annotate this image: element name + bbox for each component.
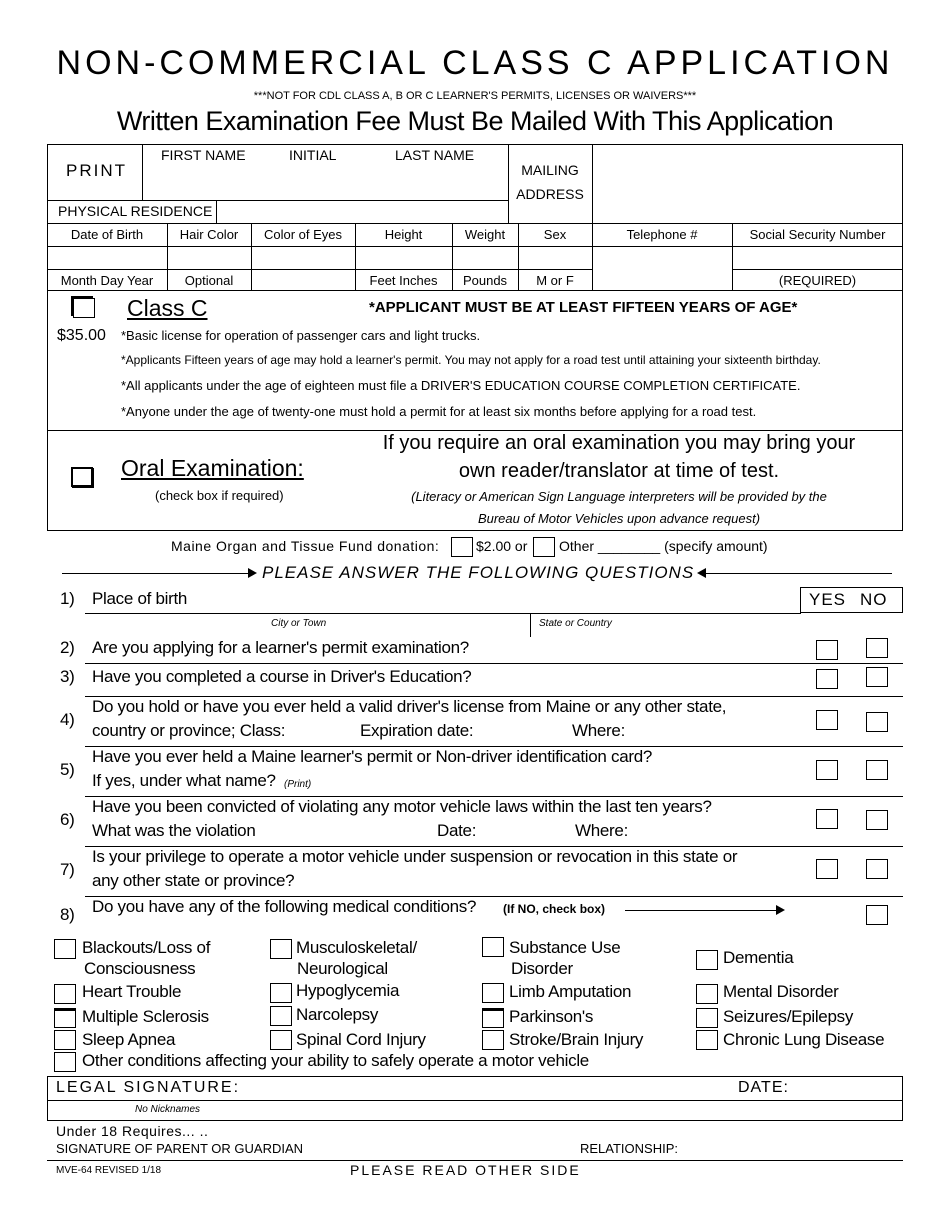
date-label: DATE: xyxy=(738,1079,789,1096)
sub-dob: Month Day Year xyxy=(60,273,154,288)
q2-no-checkbox[interactable] xyxy=(866,638,888,658)
spinal-checkbox[interactable] xyxy=(270,1030,292,1050)
arrow-right-icon xyxy=(248,568,257,578)
q6-no-checkbox[interactable] xyxy=(866,810,888,830)
notice: ***NOT FOR CDL CLASS A, B OR C LEARNER'S PERMITS, LICENSES OR WAIVERS*** xyxy=(253,90,697,102)
yes-label: YES xyxy=(809,590,847,609)
limb-checkbox[interactable] xyxy=(482,983,504,1003)
last-name-label: LAST NAME xyxy=(395,147,475,163)
cond-spinal: Spinal Cord Injury xyxy=(296,1030,426,1049)
col-eyes: Color of Eyes xyxy=(263,227,343,242)
dementia-checkbox[interactable] xyxy=(696,950,718,970)
cond-substance-a: Substance Use xyxy=(509,938,621,957)
sub-ssn: (REQUIRED) xyxy=(778,273,857,288)
q4-text-c: Expiration date: xyxy=(360,721,474,740)
musculoskeletal-checkbox[interactable] xyxy=(270,939,292,959)
q5-no-checkbox[interactable] xyxy=(866,760,888,780)
q4-yes-checkbox[interactable] xyxy=(816,710,838,730)
legal-signature-label: LEGAL SIGNATURE: xyxy=(56,1079,241,1096)
oral-checkbox[interactable] xyxy=(71,467,93,487)
page-title: NON-COMMERCIAL CLASS C APPLICATION xyxy=(56,44,894,82)
address-label: ADDRESS xyxy=(516,186,584,202)
q8-text: Do you have any of the following medical conditions? xyxy=(92,897,477,916)
col-hair: Hair Color xyxy=(179,227,239,242)
q1-text: Place of birth xyxy=(92,589,188,608)
sub-weight: Pounds xyxy=(462,273,508,288)
read-other-side: PLEASE READ OTHER SIDE xyxy=(350,1162,581,1178)
oral-label: Oral Examination: xyxy=(121,455,304,481)
q3-number: 3) xyxy=(60,667,75,686)
q8-no-checkbox[interactable] xyxy=(866,905,888,925)
q8-number: 8) xyxy=(60,905,75,924)
oral-line-2: own reader/translator at time of test. xyxy=(458,460,780,482)
cond-hypoglycemia: Hypoglycemia xyxy=(296,981,400,1000)
q6-text-b: What was the violation xyxy=(92,821,256,840)
no-nicknames-label: No Nicknames xyxy=(135,1104,201,1115)
arrow-left-icon xyxy=(697,568,706,578)
heart-checkbox[interactable] xyxy=(54,984,76,1004)
ms-checkbox[interactable] xyxy=(54,1008,76,1028)
physical-residence-label: PHYSICAL RESIDENCE xyxy=(58,203,213,219)
under-18-label: Under 18 Requires... .. xyxy=(56,1123,209,1139)
questions-header: PLEASE ANSWER THE FOLLOWING QUESTIONS xyxy=(262,563,695,582)
q2-text: Are you applying for a learner's permit examination? xyxy=(92,638,469,657)
parkinsons-checkbox[interactable] xyxy=(482,1008,504,1028)
blackouts-checkbox[interactable] xyxy=(54,939,76,959)
hypoglycemia-checkbox[interactable] xyxy=(270,983,292,1003)
oral-line-4: Bureau of Motor Vehicles upon advance request) xyxy=(477,511,761,526)
q6-yes-checkbox[interactable] xyxy=(816,809,838,829)
q7-text-b: any other state or province? xyxy=(92,871,295,890)
sub-sex: M or F xyxy=(536,273,574,288)
cond-narcolepsy: Narcolepsy xyxy=(296,1005,379,1024)
class-c-note-1: *Basic license for operation of passenger cars and light trucks. xyxy=(121,328,481,343)
q6-text-c: Date: xyxy=(437,821,477,840)
sleep-apnea-checkbox[interactable] xyxy=(54,1030,76,1050)
q2-yes-checkbox[interactable] xyxy=(816,640,838,660)
class-c-note-3: *All applicants under the age of eighteen must file a DRIVER'S EDUCATION COURSE COMPLETION CERTIFICATE. xyxy=(121,378,801,393)
substance-checkbox[interactable] xyxy=(482,937,504,957)
cond-limb: Limb Amputation xyxy=(509,982,632,1001)
stroke-checkbox[interactable] xyxy=(482,1030,504,1050)
no-label: NO xyxy=(860,590,888,609)
lung-checkbox[interactable] xyxy=(696,1030,718,1050)
cond-musculoskeletal-a: Musculoskeletal/ xyxy=(296,938,417,957)
col-sex: Sex xyxy=(543,227,567,242)
q6-text-d: Where: xyxy=(575,821,628,840)
donation-option-1: $2.00 or xyxy=(476,538,528,554)
q3-yes-checkbox[interactable] xyxy=(816,669,838,689)
cond-heart: Heart Trouble xyxy=(82,982,182,1001)
cond-ms: Multiple Sclerosis xyxy=(82,1007,209,1026)
seizures-checkbox[interactable] xyxy=(696,1008,718,1028)
col-phone: Telephone # xyxy=(626,227,698,242)
sub-hair: Optional xyxy=(184,273,234,288)
other-conditions-checkbox[interactable] xyxy=(54,1052,76,1072)
col-weight: Weight xyxy=(464,227,506,242)
cond-mental: Mental Disorder xyxy=(723,982,839,1001)
class-c-note-4: *Anyone under the age of twenty-one must hold a permit for at least six months before applying for a road test. xyxy=(121,404,757,419)
q5-text-c: (Print) xyxy=(284,779,312,790)
subtitle: Written Examination Fee Must Be Mailed With This Application xyxy=(116,106,834,136)
narcolepsy-checkbox[interactable] xyxy=(270,1006,292,1026)
q3-text: Have you completed a course in Driver's Education? xyxy=(92,667,472,686)
q5-yes-checkbox[interactable] xyxy=(816,760,838,780)
class-c-checkbox[interactable] xyxy=(73,298,95,318)
q1-state-label: State or Country xyxy=(539,618,612,629)
cond-other: Other conditions affecting your ability to safely operate a motor vehicle xyxy=(82,1051,589,1070)
donation-label: Maine Organ and Tissue Fund donation: xyxy=(171,538,440,554)
donation-2-checkbox[interactable] xyxy=(451,537,473,557)
q3-no-checkbox[interactable] xyxy=(866,667,888,687)
cond-blackouts-b: Consciousness xyxy=(84,959,196,978)
cond-substance-b: Disorder xyxy=(511,959,573,978)
form-id: MVE-64 REVISED 1/18 xyxy=(56,1165,162,1176)
cond-stroke: Stroke/Brain Injury xyxy=(509,1030,644,1049)
col-height: Height xyxy=(384,227,423,242)
q7-number: 7) xyxy=(60,860,75,879)
donation-other-checkbox[interactable] xyxy=(533,537,555,557)
q4-number: 4) xyxy=(60,710,75,729)
col-ssn: Social Security Number xyxy=(749,227,886,242)
q1-city-label: City or Town xyxy=(271,618,327,629)
q5-text-a: Have you ever held a Maine learner's permit or Non-driver identification card? xyxy=(92,747,653,766)
cond-sleep-apnea: Sleep Apnea xyxy=(82,1030,176,1049)
q2-number: 2) xyxy=(60,638,75,657)
initial-label: INITIAL xyxy=(289,147,337,163)
class-c-label: Class C xyxy=(127,295,208,321)
oral-line-3: (Literacy or American Sign Language interpreters will be provided by the xyxy=(411,489,827,504)
cond-musculoskeletal-b: Neurological xyxy=(297,959,388,978)
class-c-fee: $35.00 xyxy=(57,327,106,344)
oral-line-1: If you require an oral examination you may bring your xyxy=(382,432,856,454)
cond-blackouts-a: Blackouts/Loss of xyxy=(82,938,211,957)
cond-lung: Chronic Lung Disease xyxy=(723,1030,885,1049)
q4-text-d: Where: xyxy=(572,721,625,740)
q1-number: 1) xyxy=(60,589,75,608)
parent-signature-label: SIGNATURE OF PARENT OR GUARDIAN xyxy=(56,1141,304,1156)
first-name-label: FIRST NAME xyxy=(161,147,246,163)
q4-text-a: Do you hold or have you ever held a valid driver's license from Maine or any other state, xyxy=(92,697,727,716)
age-notice: *APPLICANT MUST BE AT LEAST FIFTEEN YEARS OF AGE* xyxy=(369,299,798,316)
q7-text-a: Is your privilege to operate a motor vehicle under suspension or revocation in this state or xyxy=(92,847,738,866)
cond-parkinsons: Parkinson's xyxy=(509,1007,594,1026)
mental-checkbox[interactable] xyxy=(696,984,718,1004)
cond-seizures: Seizures/Epilepsy xyxy=(723,1007,854,1026)
q7-no-checkbox[interactable] xyxy=(866,859,888,879)
relationship-label: RELATIONSHIP: xyxy=(580,1141,679,1156)
mailing-label: MAILING xyxy=(521,162,579,178)
q8-hint: (If NO, check box) xyxy=(503,902,606,916)
q4-no-checkbox[interactable] xyxy=(866,712,888,732)
print-label: PRINT xyxy=(66,161,127,180)
oral-hint: (check box if required) xyxy=(155,488,284,503)
donation-option-2: Other ________ (specify amount) xyxy=(559,538,768,554)
q6-number: 6) xyxy=(60,810,75,829)
q5-text-b: If yes, under what name? xyxy=(92,771,276,790)
q4-text-b: country or province; Class: xyxy=(92,721,286,740)
class-c-note-2: *Applicants Fifteen years of age may hold a learner's permit. You may not apply for a road test until attaining your sixteenth birthday. xyxy=(121,353,821,367)
q6-text-a: Have you been convicted of violating any motor vehicle laws within the last ten years? xyxy=(92,797,712,816)
q7-yes-checkbox[interactable] xyxy=(816,859,838,879)
cond-dementia: Dementia xyxy=(723,948,794,967)
col-dob: Date of Birth xyxy=(70,227,144,242)
arrow-right-icon xyxy=(776,905,785,915)
q5-number: 5) xyxy=(60,760,75,779)
sub-height: Feet Inches xyxy=(369,273,438,288)
